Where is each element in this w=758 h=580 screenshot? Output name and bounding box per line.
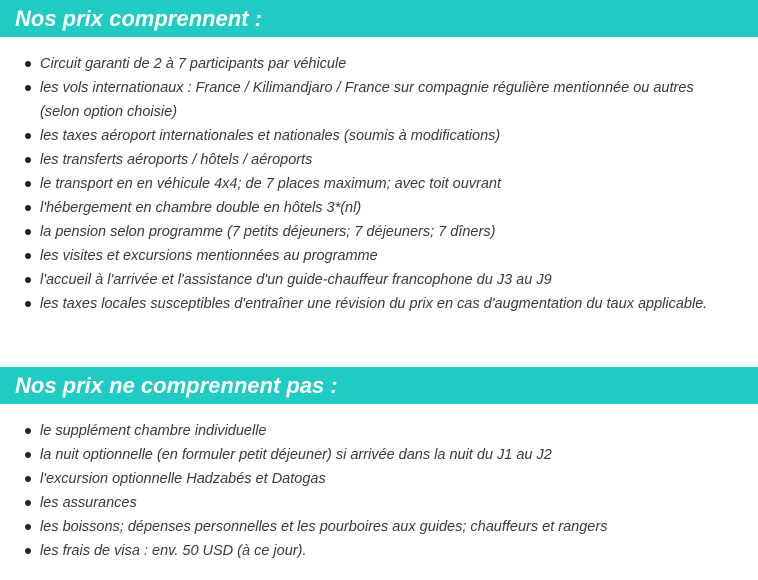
list-item bbox=[0, 491, 758, 515]
bullet-icon bbox=[25, 301, 31, 307]
included-heading: Nos prix comprennent : bbox=[0, 0, 758, 37]
bullet-icon bbox=[25, 85, 31, 91]
list-item bbox=[0, 419, 758, 443]
list-item bbox=[0, 76, 758, 124]
list-item-text: la nuit optionnelle (en formuler petit déjeuner) si arrivée dans la nuit du J1 au J2 bbox=[40, 447, 552, 463]
list-item-text: les frais de visa : env. 50 USD (à ce jour). bbox=[40, 543, 307, 559]
bullet-icon bbox=[25, 133, 31, 139]
list-item-text: les vols internationaux : France / Kilimandjaro / France sur compagnie régulière mentionnée ou autres (selon option choisie) bbox=[40, 80, 694, 120]
bullet-icon bbox=[25, 61, 31, 67]
list-item-text: les visites et excursions mentionnées au programme bbox=[40, 248, 378, 264]
list-item bbox=[0, 148, 758, 172]
bullet-icon bbox=[25, 524, 31, 530]
list-item-text: les taxes locales susceptibles d'entraîner une révision du prix en cas d'augmentation du taux applicable. bbox=[40, 296, 708, 312]
list-item-text: Circuit garanti de 2 à 7 participants par véhicule bbox=[40, 56, 347, 72]
bullet-icon bbox=[25, 548, 31, 554]
list-item-text: le supplément chambre individuelle bbox=[40, 423, 267, 439]
bullet-icon bbox=[25, 500, 31, 506]
list-item bbox=[0, 52, 758, 76]
bullet-icon bbox=[25, 277, 31, 283]
bullet-icon bbox=[25, 452, 31, 458]
list-item bbox=[0, 292, 758, 316]
list-item-text: l'excursion optionnelle Hadzabés et Datogas bbox=[40, 471, 326, 487]
list-item-text: l'hébergement en chambre double en hôtels 3*(nl) bbox=[40, 200, 362, 216]
bullet-icon bbox=[25, 157, 31, 163]
excluded-section bbox=[0, 367, 758, 563]
bullet-icon bbox=[25, 428, 31, 434]
list-item bbox=[0, 467, 758, 491]
list-item-text: les taxes aéroport internationales et nationales (soumis à modifications) bbox=[40, 128, 501, 144]
list-item-text: les assurances bbox=[40, 495, 137, 511]
bullet-icon bbox=[25, 229, 31, 235]
list-item bbox=[0, 196, 758, 220]
bullet-icon bbox=[25, 181, 31, 187]
excluded-heading: Nos prix ne comprennent pas : bbox=[0, 367, 758, 404]
included-list bbox=[0, 37, 758, 316]
excluded-list bbox=[0, 404, 758, 563]
list-item bbox=[0, 539, 758, 563]
list-item-text: la pension selon programme (7 petits déjeuners; 7 déjeuners; 7 dîners) bbox=[40, 224, 496, 240]
list-item-text: l'accueil à l'arrivée et l'assistance d'un guide-chauffeur francophone du J3 au J9 bbox=[40, 272, 552, 288]
bullet-icon bbox=[25, 205, 31, 211]
bullet-icon bbox=[25, 476, 31, 482]
list-item bbox=[0, 268, 758, 292]
list-item bbox=[0, 172, 758, 196]
list-item-text: le transport en en véhicule 4x4; de 7 places maximum; avec toit ouvrant bbox=[40, 176, 502, 192]
list-item bbox=[0, 443, 758, 467]
list-item-text: les transferts aéroports / hôtels / aéroports bbox=[40, 152, 313, 168]
list-item bbox=[0, 515, 758, 539]
list-item bbox=[0, 244, 758, 268]
list-item bbox=[0, 124, 758, 148]
list-item bbox=[0, 220, 758, 244]
list-item-text: les boissons; dépenses personnelles et les pourboires aux guides; chauffeurs et rangers bbox=[40, 519, 608, 535]
bullet-icon bbox=[25, 253, 31, 259]
